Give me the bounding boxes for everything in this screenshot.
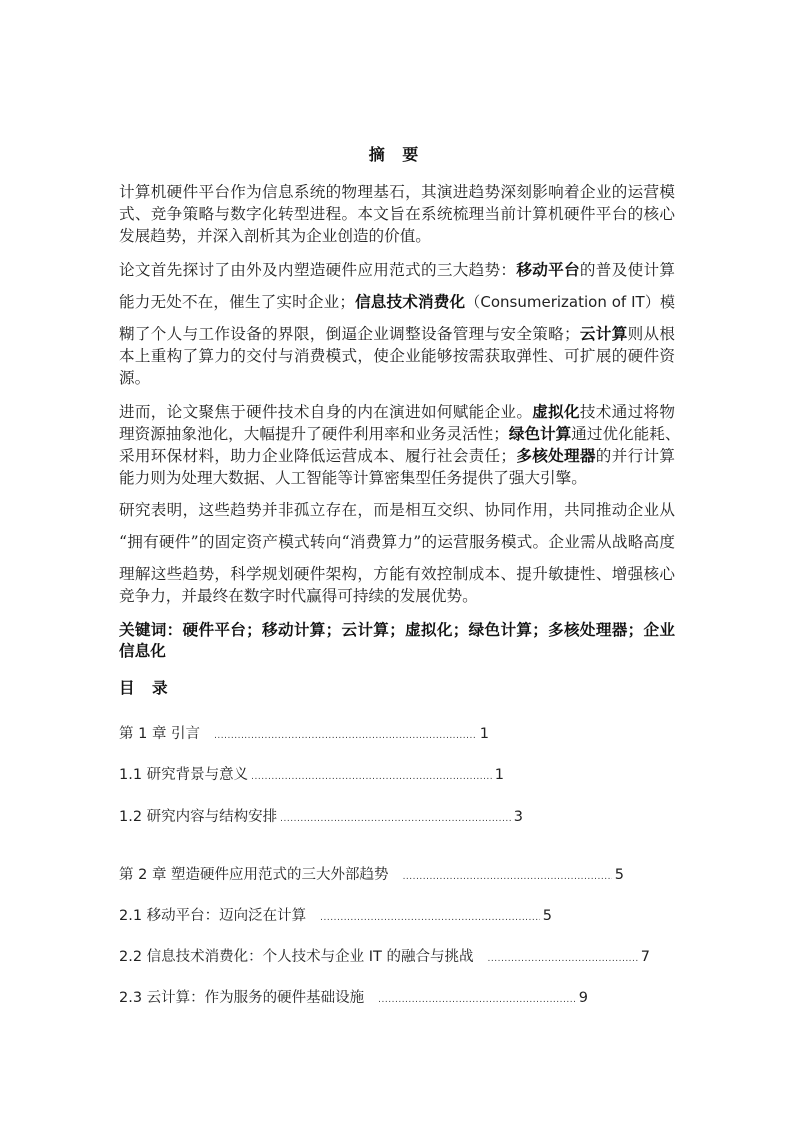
text-line: 竞争力，并最终在数字时代赢得可持续的发展优势。 xyxy=(119,587,478,605)
text-line xyxy=(119,291,675,323)
toc-entry-page: 3 xyxy=(513,809,523,825)
emphasis-consumerization: 信息技术消费化 xyxy=(354,293,466,311)
text-run: 通过优化能耗、 xyxy=(571,425,681,443)
toc-entry-label: 第 1 章 引言 xyxy=(119,726,201,742)
text-run: 的普及使计算 xyxy=(579,261,675,279)
toc-entry[interactable] xyxy=(119,988,588,1008)
toc-leader-dots xyxy=(488,949,638,969)
toc-entry[interactable] xyxy=(119,724,489,744)
toc-title: 目 录 xyxy=(119,679,174,697)
toc-entry-page: 5 xyxy=(614,867,624,883)
emphasis-green-computing: 绿色计算 xyxy=(508,425,572,443)
text-line: 式、竞争策略与数字化转型进程。本文旨在系统梳理当前计算机硬件平台的核心 xyxy=(119,205,675,223)
keywords-line: 关键词：硬件平台；移动计算；云计算；虚拟化；绿色计算；多核处理器；企业 xyxy=(119,621,675,639)
toc-entry-page: 5 xyxy=(542,908,552,924)
abstract-paragraph-external-trends xyxy=(119,259,675,389)
toc-entry-page: 9 xyxy=(578,990,588,1006)
text-line: 能力则为处理大数据、人工智能等计算密集型任务提供了强大引擎。 xyxy=(119,469,587,487)
text-line: 本上重构了算力的交付与消费模式，使企业能够按需获取弹性、可扩展的硬件资 xyxy=(119,347,675,365)
keywords xyxy=(119,620,675,662)
text-run: 论文首先探讨了由外及内塑造硬件应用范式的三大趋势： xyxy=(119,261,517,279)
text-line: 研究表明，这些趋势并非孤立存在，而是相互交织、协同作用，共同推动企业从 xyxy=(119,501,675,519)
toc-entry-label: 第 2 章 塑造硬件应用范式的三大外部趋势 xyxy=(119,867,389,883)
toc-entry[interactable] xyxy=(119,906,552,926)
text-run: 则从根 xyxy=(627,325,675,343)
emphasis-mobile-platform: 移动平台 xyxy=(516,261,580,279)
emphasis-cloud-computing: 云计算 xyxy=(579,325,628,343)
toc-entry-page: 7 xyxy=(640,949,650,965)
toc-leader-dots xyxy=(251,767,492,787)
toc-entry-label: 2.3 云计算：作为服务的硬件基础设施 xyxy=(119,990,365,1006)
text-line: 理解这些趋势，科学规划硬件架构，方能有效控制成本、提升敏捷性、增强核心 xyxy=(119,565,675,583)
abstract-title: 摘 要 xyxy=(368,145,425,164)
abstract-paragraph-conclusion xyxy=(119,499,675,607)
emphasis-multicore: 多核处理器 xyxy=(516,447,596,465)
toc-entry-page: 1 xyxy=(494,767,504,783)
toc-entry-label: 1.1 研究背景与意义 xyxy=(119,767,249,783)
abstract-paragraph-internal-evolution xyxy=(119,401,681,489)
text-run: 糊了个人与工作设备的界限，倒逼企业调整设备管理与安全策略； xyxy=(119,325,580,343)
toc-leader-dots xyxy=(403,867,612,887)
text-run: 采用环保材料，助力企业降低运营成本、履行社会责任； xyxy=(119,447,517,465)
toc-entry-label: 2.1 移动平台：迈向泛在计算 xyxy=(119,908,307,924)
toc-leader-dots xyxy=(320,908,540,928)
text-line: 计算机硬件平台作为信息系统的物理基石，其演进趋势深刻影响着企业的运营模 xyxy=(119,183,675,201)
toc-entry[interactable] xyxy=(119,947,650,967)
keywords-line: 信息化 xyxy=(119,642,166,660)
text-run: 的并行计算 xyxy=(595,447,675,465)
text-run: （Consumerization of IT）模 xyxy=(465,293,675,311)
toc-leader-dots xyxy=(280,809,511,829)
text-line xyxy=(119,401,675,423)
toc-entry-label: 2.2 信息技术消费化：个人技术与企业 IT 的融合与挑战 xyxy=(119,949,474,965)
text-line xyxy=(119,259,675,291)
text-line xyxy=(119,323,675,345)
toc-entry-page: 1 xyxy=(479,726,489,742)
toc-leader-dots xyxy=(214,726,477,746)
text-run: 理资源抽象池化，大幅提升了硬件利用率和业务灵活性； xyxy=(119,425,509,443)
emphasis-virtualization: 虚拟化 xyxy=(532,403,580,421)
text-line: “拥有硬件”的固定资产模式转向“消费算力”的运营服务模式。企业需从战略高度 xyxy=(119,533,675,551)
toc-leader-dots xyxy=(378,990,576,1010)
toc-entry[interactable] xyxy=(119,865,624,885)
text-line: 发展趋势，并深入剖析其为企业创造的价值。 xyxy=(119,227,431,245)
toc-entry[interactable] xyxy=(119,807,523,827)
toc-entry-label: 1.2 研究内容与结构安排 xyxy=(119,809,278,825)
text-run: 技术通过将物 xyxy=(579,403,675,421)
abstract-paragraph-intro xyxy=(119,181,675,247)
text-line: 源。 xyxy=(119,369,151,387)
text-run: 能力无处不在，催生了实时企业； xyxy=(119,293,355,311)
text-line xyxy=(119,423,681,445)
text-line xyxy=(119,445,675,467)
toc-entry[interactable] xyxy=(119,765,504,785)
text-run: 进而，论文聚焦于硬件技术自身的内在演进如何赋能企业。 xyxy=(119,403,533,421)
